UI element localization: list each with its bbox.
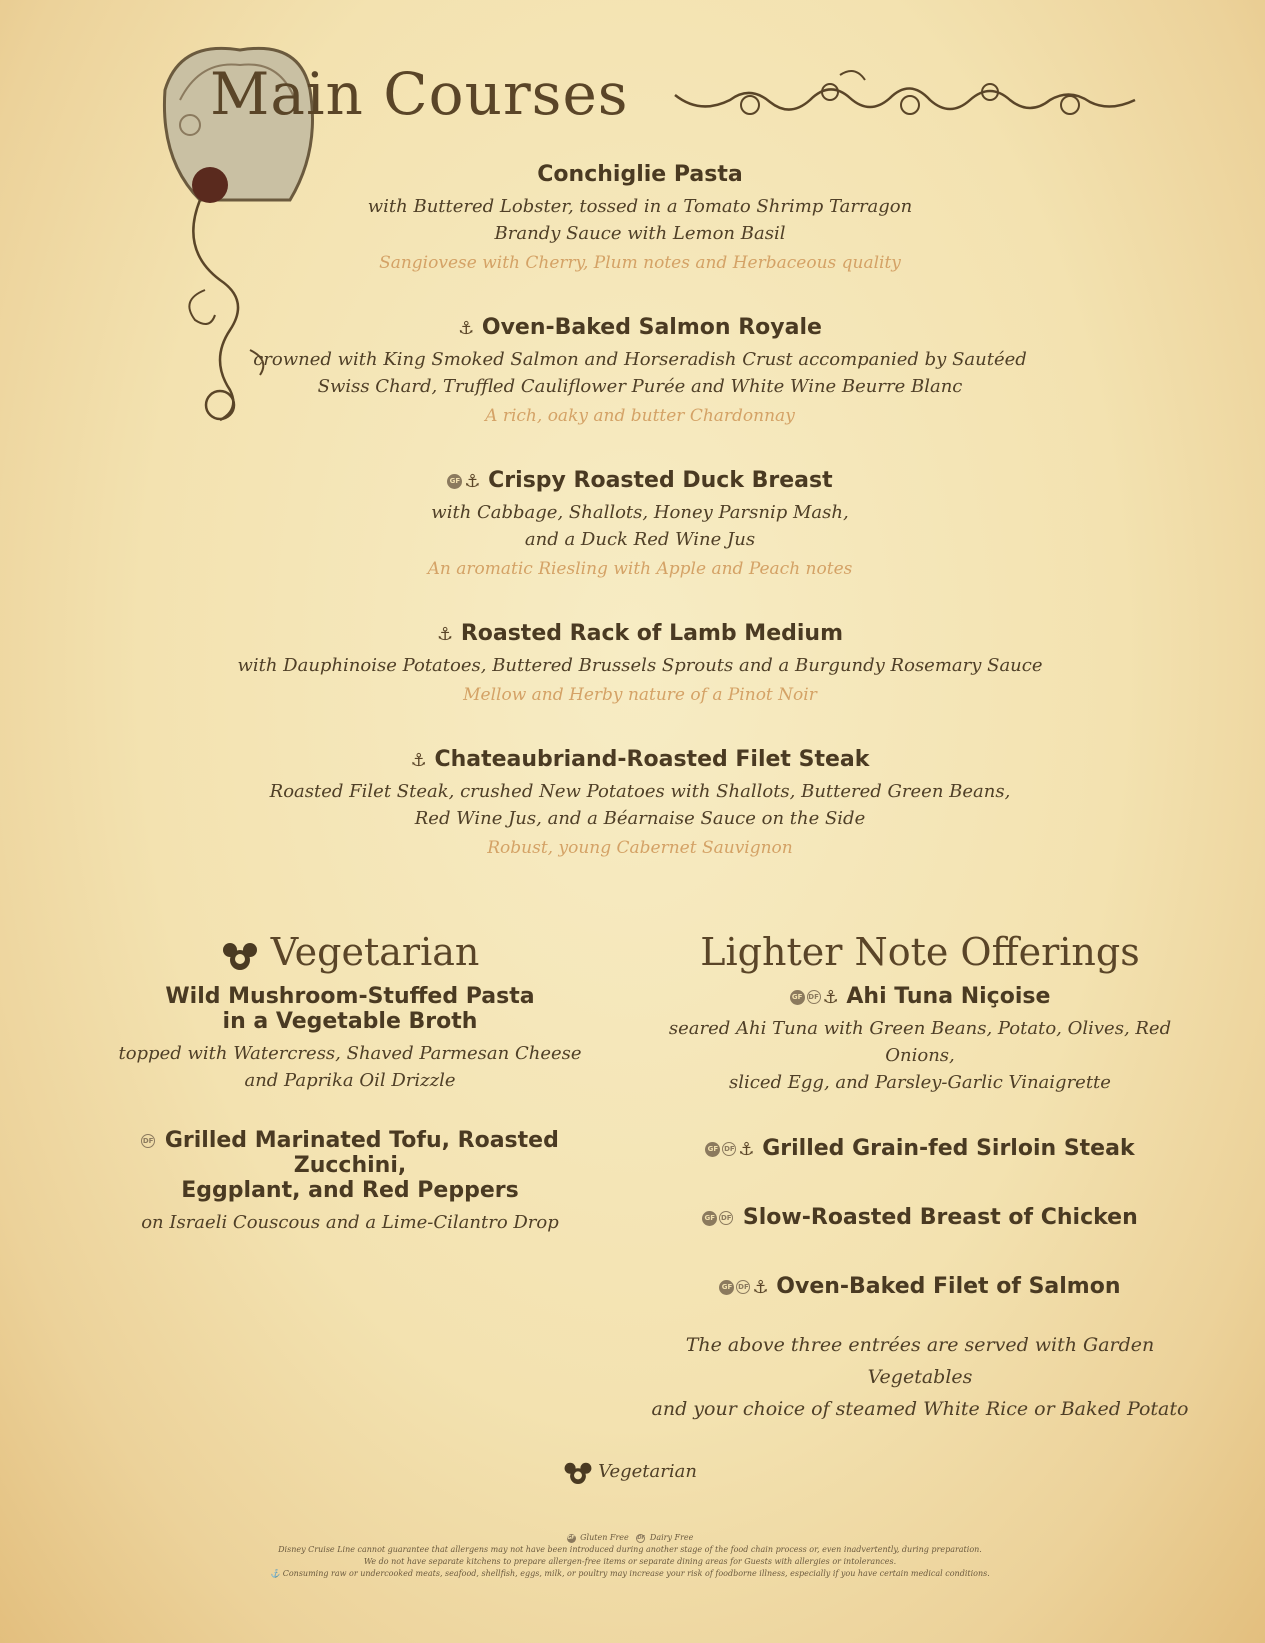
dish-desc: and a Duck Red Wine Jus (524, 529, 756, 550)
dish-name: Crispy Roasted Duck Breast (488, 468, 833, 493)
dish-name: Ahi Tuna Niçoise (846, 984, 1051, 1009)
dish-desc: topped with Watercress, Shaved Parmesan Cheese (118, 1043, 582, 1064)
wine-pairing: A rich, oaky and butter Chardonnay (485, 406, 795, 426)
anchor-icon: ⚓ (458, 318, 475, 339)
dish-desc: Swiss Chard, Truffled Cauliflower Purée and White Wine Beurre Blanc (317, 376, 963, 397)
lighter-note: The above three entrées are served with Garden Vegetables (685, 1334, 1155, 1388)
gluten-free-icon: GF (567, 1534, 575, 1541)
gluten-free-icon: GF (719, 1280, 734, 1295)
main-courses-title: Main Courses (210, 60, 629, 128)
dish-desc: sliced Egg, and Parsley-Garlic Vinaigrette (729, 1072, 1111, 1093)
wine-pairing: Mellow and Herby nature of a Pinot Noir (463, 685, 817, 705)
wine-pairing: Robust, young Cabernet Sauvignon (487, 838, 793, 858)
wine-pairing: Sangiovese with Cherry, Plum notes and Herbaceous quality (379, 253, 901, 273)
mickey-vegetarian-icon (563, 1461, 593, 1485)
dish-desc: and Paprika Oil Drizzle (244, 1070, 456, 1091)
dairy-free-icon: DF (637, 1534, 645, 1541)
dish-chateaubriand (200, 747, 1080, 858)
dish-name: Grilled Grain-fed Sirloin Steak (762, 1136, 1135, 1161)
dish-desc: crowned with King Smoked Salmon and Horseradish Crust accompanied by Sautéed (253, 349, 1027, 370)
dairy-free-label: Dairy Free (649, 1533, 694, 1542)
lighter-note: and your choice of steamed White Rice or Baked Potato (651, 1398, 1189, 1420)
dairy-free-icon: DF (807, 990, 821, 1004)
anchor-icon: ⚓ (822, 987, 839, 1008)
vegetarian-title: Vegetarian (270, 930, 480, 974)
legend-label: Vegetarian (598, 1461, 697, 1482)
dish-desc: seared Ahi Tuna with Green Beans, Potato, Olives, Red Onions, (668, 1018, 1172, 1066)
gluten-free-label: Gluten Free (580, 1533, 629, 1542)
anchor-icon: ⚓ (270, 1569, 281, 1578)
anchor-icon: ⚓ (464, 471, 481, 492)
dish-desc: Brandy Sauce with Lemon Basil (494, 223, 786, 244)
dish-name: Chateaubriand-Roasted Filet Steak (434, 747, 870, 772)
dish-desc: with Dauphinoise Potatoes, Buttered Brussels Sprouts and a Burgundy Rosemary Sauce (237, 655, 1043, 676)
lighter-note-title: Lighter Note Offerings (700, 930, 1140, 974)
dish-rack-of-lamb (200, 621, 1080, 705)
gluten-free-icon: GF (447, 474, 462, 489)
footer-line: We do not have separate kitchens to prepare allergen-free items or separate dining areas for Guests with allergies or intolerances. (363, 1557, 897, 1566)
anchor-icon: ⚓ (410, 750, 427, 771)
dish-name: in a Vegetable Broth (222, 1009, 478, 1034)
dish-conchiglie (200, 162, 1080, 273)
footer-line: Disney Cruise Line cannot guarantee that allergens may not have been introduced during another stage of the food chain process or, even inadvertently, during preparation. (278, 1545, 982, 1554)
dish-duck-breast (200, 468, 1080, 579)
dish-desc: with Cabbage, Shallots, Honey Parsnip Mash, (431, 502, 849, 523)
gluten-free-icon: GF (702, 1211, 717, 1226)
dish-desc: Red Wine Jus, and a Béarnaise Sauce on the Side (414, 808, 866, 829)
gluten-free-icon: GF (790, 990, 805, 1005)
dairy-free-icon: DF (141, 1134, 155, 1148)
dish-name: Oven-Baked Filet of Salmon (776, 1274, 1121, 1299)
dish-name: Grilled Marinated Tofu, Roasted Zucchini, (164, 1128, 559, 1178)
dish-name: Eggplant, and Red Peppers (181, 1178, 519, 1203)
wine-pairing: An aromatic Riesling with Apple and Peach notes (427, 559, 853, 579)
dish-name: Wild Mushroom-Stuffed Pasta (165, 984, 535, 1009)
dish-desc: Roasted Filet Steak, crushed New Potatoes with Shallots, Buttered Green Beans, (269, 781, 1011, 802)
allergen-footer (240, 1532, 1020, 1580)
dish-desc: on Israeli Couscous and a Lime-Cilantro Drop (141, 1212, 559, 1233)
dish-name: Slow-Roasted Breast of Chicken (742, 1205, 1138, 1230)
dish-desc: with Buttered Lobster, tossed in a Tomato Shrimp Tarragon (367, 196, 913, 217)
anchor-icon: ⚓ (752, 1277, 769, 1298)
dairy-free-icon: DF (736, 1280, 750, 1294)
dish-name: Oven-Baked Salmon Royale (481, 315, 822, 340)
mickey-vegetarian-icon (221, 941, 259, 971)
flourish-ornament (670, 60, 1140, 140)
anchor-icon: ⚓ (738, 1139, 755, 1160)
dish-salmon-royale (200, 315, 1080, 426)
dairy-free-icon: DF (719, 1211, 733, 1225)
footer-line: Consuming raw or undercooked meats, seafood, shellfish, eggs, milk, or poultry may increase your risk of foodborne illness, especially if you have certain medical conditions. (282, 1569, 990, 1578)
dish-name: Roasted Rack of Lamb Medium (460, 621, 843, 646)
dairy-free-icon: DF (722, 1142, 736, 1156)
lighter-note-section (640, 930, 1200, 1425)
legend-vegetarian (400, 1458, 860, 1485)
gluten-free-icon: GF (705, 1142, 720, 1157)
vegetarian-section (110, 930, 590, 1236)
dish-name: Conchiglie Pasta (537, 162, 743, 187)
anchor-icon: ⚓ (437, 624, 454, 645)
